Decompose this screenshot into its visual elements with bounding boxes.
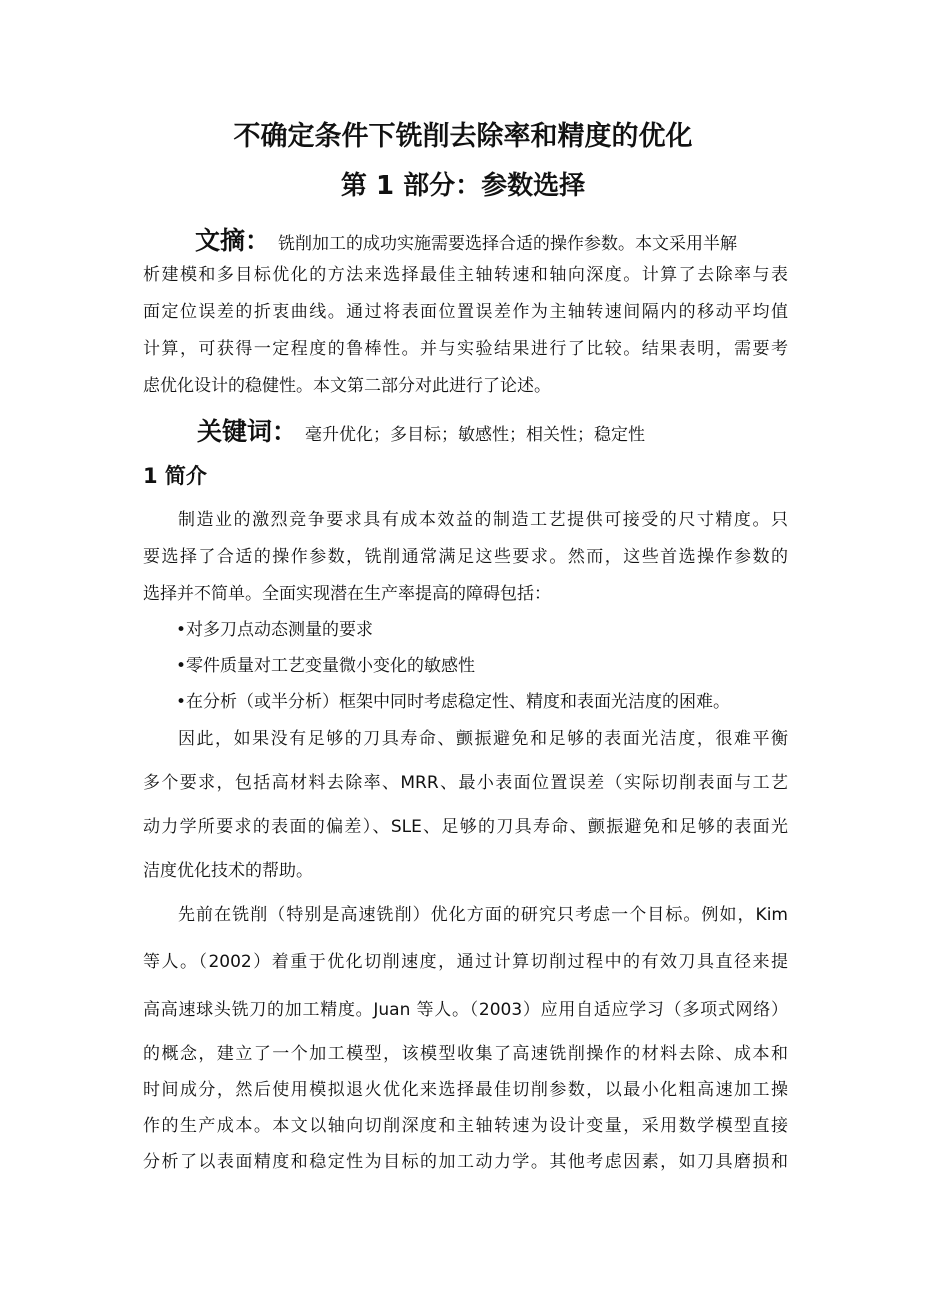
keywords-label: 关键词： — [197, 417, 298, 446]
paragraph-line: 时间成分，然后使用模拟退火优化来选择最佳切削参数，以最小化粗高速加工操 — [143, 1080, 788, 1100]
paragraph-line: 多个要求，包括高材料去除率、MRR、最小表面位置误差（实际切削表面与工艺 — [143, 773, 788, 793]
bullet-item: •对多刀点动态测量的要求 — [176, 620, 374, 640]
bullet-item: •在分析（或半分析）框架中同时考虑稳定性、精度和表面光洁度的困难。 — [176, 692, 731, 712]
paragraph-line: 等人。（2002）着重于优化切削速度，通过计算切削过程中的有效刀具直径来提 — [143, 952, 788, 972]
paragraph-line: 要选择了合适的操作参数，铣削通常满足这些要求。然而，这些首选操作参数的 — [143, 547, 788, 567]
paper-subtitle: 第 1 部分：参数选择 — [340, 171, 586, 201]
abstract-line — [195, 226, 788, 259]
abstract-line: 虑优化设计的稳健性。本文第二部分对此进行了论述。 — [143, 376, 551, 396]
paragraph-line: 的概念，建立了一个加工模型，该模型收集了高速铣削操作的材料去除、成本和 — [143, 1044, 788, 1064]
keywords-line — [197, 417, 788, 450]
paragraph-line: 洁度优化技术的帮助。 — [143, 861, 313, 881]
abstract-line: 面定位误差的折衷曲线。通过将表面位置误差作为主轴转速间隔内的移动平均值 — [143, 302, 788, 322]
keywords-text: 毫升优化；多目标；敏感性；相关性；稳定性 — [305, 425, 646, 445]
paragraph-line: 作的生产成本。本文以轴向切削深度和主轴转速为设计变量，采用数学模型直接 — [143, 1116, 788, 1136]
paragraph-line: 因此，如果没有足够的刀具寿命、颤振避免和足够的表面光洁度，很难平衡 — [178, 729, 788, 749]
paragraph-line: 制造业的激烈竞争要求具有成本效益的制造工艺提供可接受的尺寸精度。只 — [178, 510, 788, 530]
abstract-label: 文摘： — [195, 226, 271, 255]
bullet-item: •零件质量对工艺变量微小变化的敏感性 — [176, 656, 476, 676]
paragraph-line: 选择并不简单。全面实现潜在生产率提高的障碍包括： — [143, 584, 551, 604]
abstract-line: 析建模和多目标优化的方法来选择最佳主轴转速和轴向深度。计算了去除率与表 — [143, 265, 788, 285]
paragraph-line: 高高速球头铣刀的加工精度。Juan 等人。（2003）应用自适应学习（多项式网络） — [143, 1000, 788, 1020]
paragraph-line: 动力学所要求的表面的偏差）、SLE、足够的刀具寿命、颤振避免和足够的表面光 — [143, 817, 788, 837]
abstract-line: 计算，可获得一定程度的鲁棒性。并与实验结果进行了比较。结果表明，需要考 — [143, 339, 788, 359]
section-heading: 1 简介 — [143, 464, 207, 488]
paragraph-line: 分析了以表面精度和稳定性为目标的加工动力学。其他考虑因素，如刀具磨损和 — [143, 1152, 788, 1172]
paragraph-line: 先前在铣削（特别是高速铣削）优化方面的研究只考虑一个目标。例如，Kim — [178, 905, 788, 925]
abstract-text: 铣削加工的成功实施需要选择合适的操作参数。本文采用半解 — [278, 234, 738, 254]
paper-title: 不确定条件下铣削去除率和精度的优化 — [233, 121, 693, 152]
